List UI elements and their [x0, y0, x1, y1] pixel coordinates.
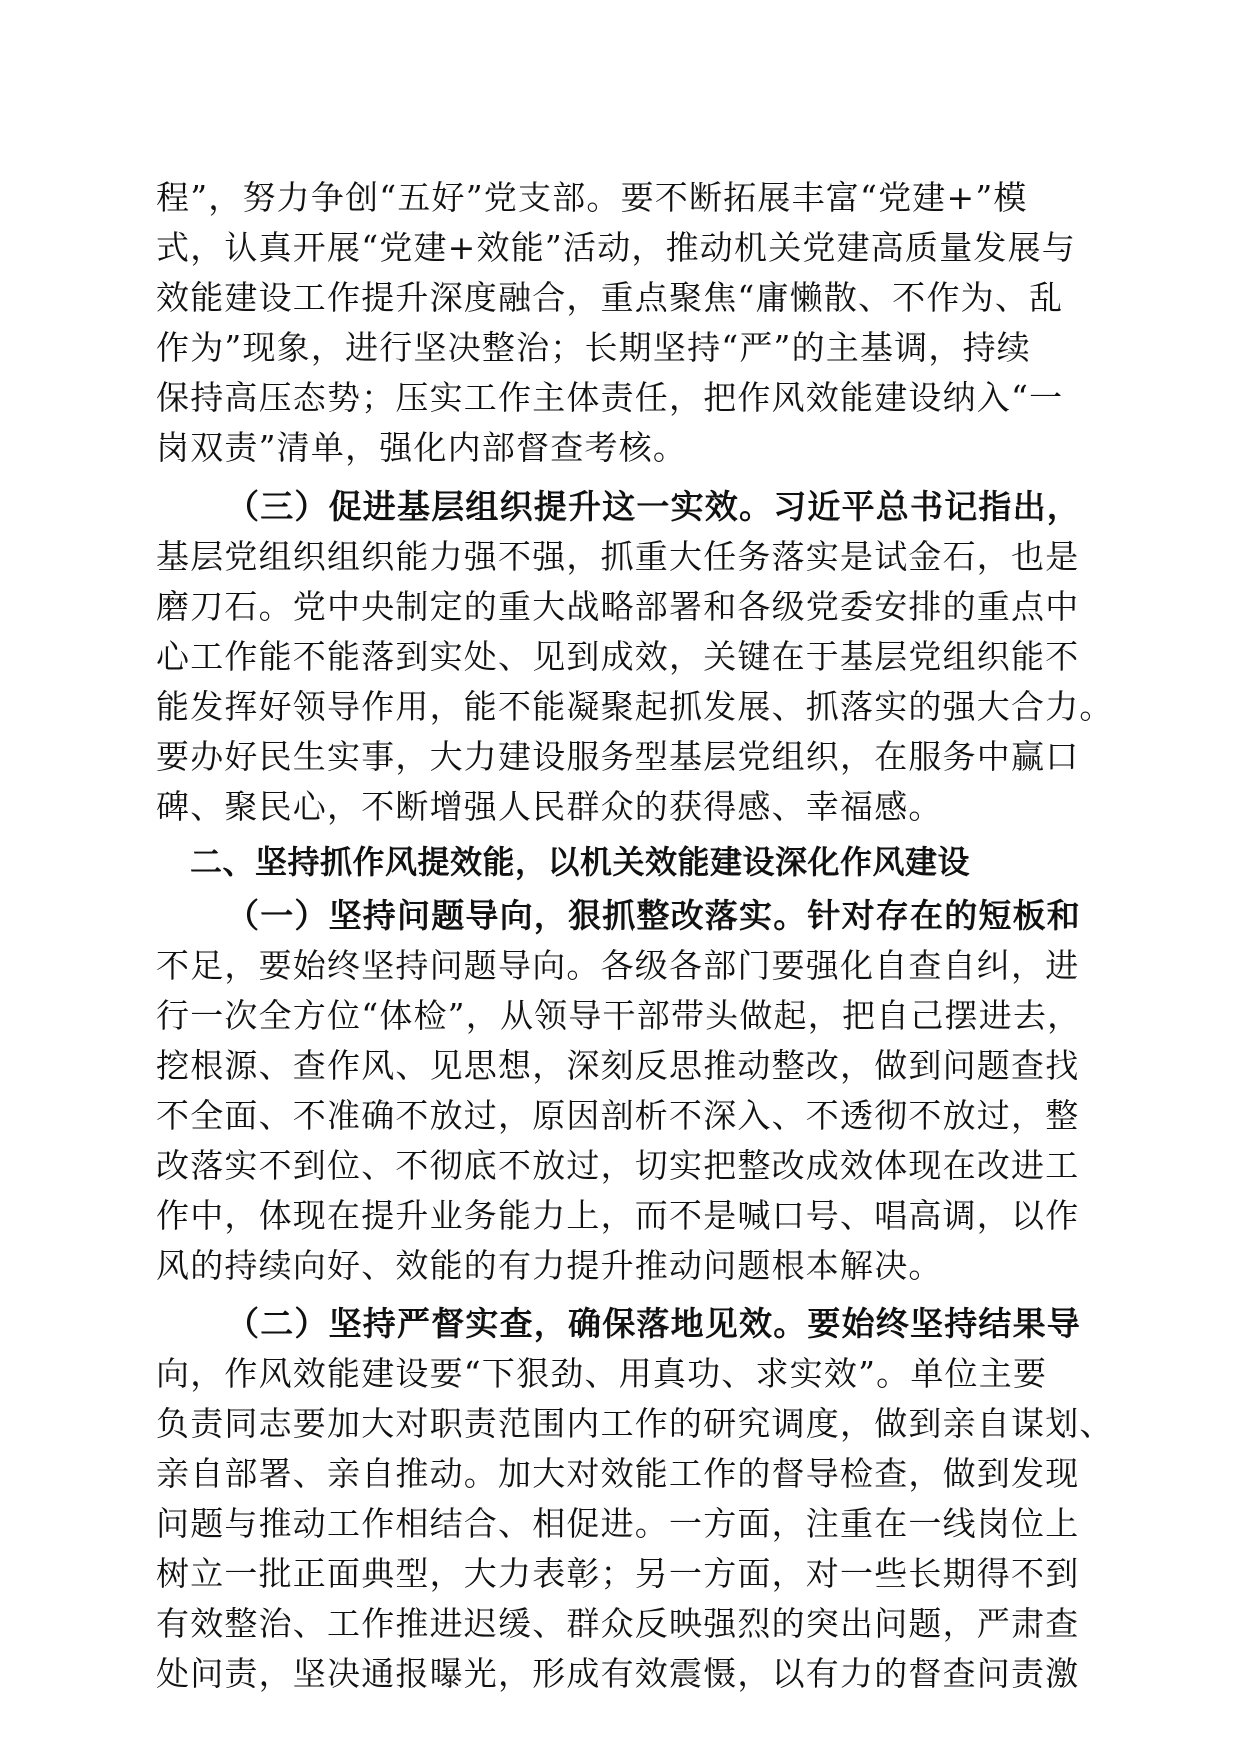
- body-text-line: 不全面、不准确不放过，原因剖析不深入、不透彻不放过，整: [156, 1096, 1080, 1135]
- body-text-line: 问题与推动工作相结合、相促进。一方面，注重在一线岗位上: [156, 1504, 1080, 1543]
- body-text-line: 有效整治、工作推进迟缓、群众反映强烈的突出问题，严肃查: [156, 1604, 1080, 1643]
- body-text-line: 式，认真开展“党建+效能”活动，推动机关党建高质量发展与: [156, 228, 1076, 267]
- body-text-line: 要办好民生实事，大力建设服务型基层党组织，在服务中赢口: [156, 737, 1080, 776]
- body-text-line: 程”，努力争创“五好”党支部。要不断拓展丰富“党建+”模: [156, 178, 1028, 217]
- body-text-line: 风的持续向好、效能的有力提升推动问题根本解决。: [156, 1246, 943, 1285]
- body-text-line: 磨刀石。党中央制定的重大战略部署和各级党委安排的重点中: [156, 587, 1080, 626]
- body-text-line: 岗双责”清单，强化内部督查考核。: [156, 428, 688, 467]
- body-text-line: 行一次全方位“体检”，从领导干部带头做起，把自己摆进去，: [156, 996, 1082, 1035]
- subsection-three-lead: （三）促进基层组织提升这一实效。习近平总书记指出，: [226, 487, 1081, 526]
- body-text-line: 心工作能不能落到实处、见到成效，关键在于基层党组织能不: [156, 637, 1080, 676]
- body-text-line: 碑、聚民心，不断增强人民群众的获得感、幸福感。: [156, 787, 943, 826]
- body-text-line: 处问责，坚决通报曝光，形成有效震慑，以有力的督查问责激: [156, 1654, 1080, 1693]
- body-text-line: 挖根源、查作风、见思想，深刻反思推动整改，做到问题查找: [156, 1046, 1080, 1085]
- section-two-heading: 二、坚持抓作风提效能，以机关效能建设深化作风建设: [190, 843, 971, 881]
- body-text-line: 负责同志要加大对职责范围内工作的研究调度，做到亲自谋划、: [156, 1404, 1114, 1443]
- body-text-line: 保持高压态势；压实工作主体责任，把作风效能建设纳入“一: [156, 378, 1064, 417]
- body-text-line: 作为”现象，进行坚决整治；长期坚持“严”的主基调，持续: [156, 328, 1032, 367]
- body-text-line: 改落实不到位、不彻底不放过，切实把整改成效体现在改进工: [156, 1146, 1080, 1185]
- body-text-line: 亲自部署、亲自推动。加大对效能工作的督导检查，做到发现: [156, 1454, 1080, 1493]
- body-text-line: 向，作风效能建设要“下狠劲、用真功、求实效”。单位主要: [156, 1354, 1048, 1393]
- subsection-one-lead: （一）坚持问题导向，狠抓整改落实。针对存在的短板和: [226, 896, 1081, 935]
- body-text-line: 树立一批正面典型，大力表彰；另一方面，对一些长期得不到: [156, 1554, 1080, 1593]
- body-text-line: 作中，体现在提升业务能力上，而不是喊口号、唱高调，以作: [156, 1196, 1080, 1235]
- body-text-line: 效能建设工作提升深度融合，重点聚焦“庸懒散、不作为、乱: [156, 278, 1064, 317]
- subsection-two-lead: （二）坚持严督实查，确保落地见效。要始终坚持结果导: [226, 1304, 1081, 1343]
- body-text-line: 基层党组织组织能力强不强，抓重大任务落实是试金石，也是: [156, 537, 1080, 576]
- body-text-line: 不足，要始终坚持问题导向。各级各部门要强化自查自纠，进: [156, 946, 1080, 985]
- body-text-line: 能发挥好领导作用，能不能凝聚起抓发展、抓落实的强大合力。: [156, 687, 1114, 726]
